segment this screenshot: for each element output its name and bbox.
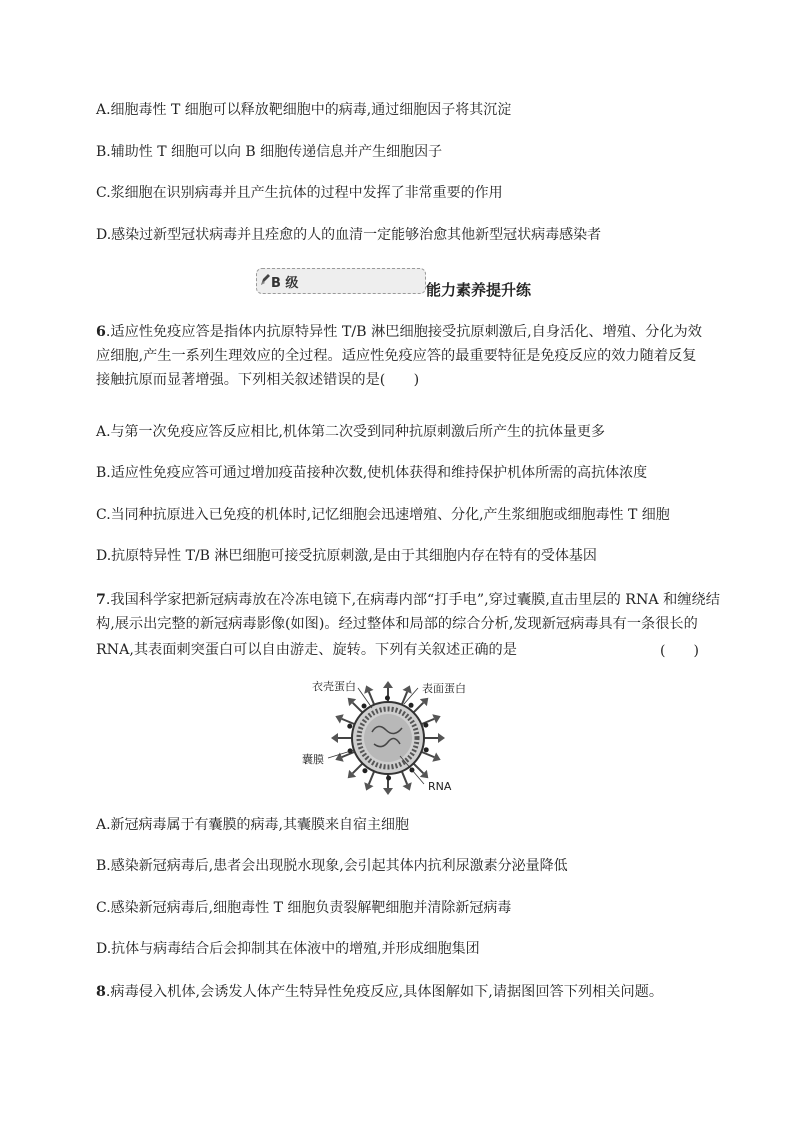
- question-7-line-3: RNA,其表面刺突蛋白可以自由游走、旋转。下列有关叙述正确的是: [96, 642, 517, 658]
- spike-head: [383, 681, 393, 688]
- question-7-option-d: D.抗体与病毒结合后会抑制其在体液中的增殖,并形成细胞集团: [96, 941, 480, 957]
- question-6-option-c: C.当同种抗原进入已免疫的机体时,记忆细胞会迅速增殖、分化,产生浆细胞或细胞毒性 T 细胞: [96, 507, 670, 523]
- question-8-line-1: [96, 982, 663, 1002]
- question-8-text-1: .病毒侵入机体,会诱发人体产生特异性免疫反应,具体图解如下,请据图回答下列相关问题。: [105, 984, 664, 1000]
- spike-head: [331, 733, 338, 743]
- question-7-option-c: C.感染新冠病毒后,细胞毒性 T 细胞负责裂解靶细胞并清除新冠病毒: [96, 900, 512, 916]
- question-6-option-a: A.与第一次免疫应答反应相比,机体第二次受到同种抗原刺激后所产生的抗体量更多: [96, 424, 606, 440]
- question-6-option-d: D.抗原特异性 T/B 淋巴细胞可接受抗原刺激,是由于其细胞内存在特有的受体基因: [96, 548, 597, 564]
- answer-parentheses: ( ): [660, 643, 699, 659]
- option-c: C.浆细胞在识别病毒并且产生抗体的过程中发挥了非常重要的作用: [96, 185, 503, 201]
- question-7-number: 7: [96, 592, 106, 608]
- option-d: D.感染过新型冠状病毒并且痊愈的人的血清一定能够治愈其他新型冠状病毒感染者: [96, 227, 602, 243]
- question-7-option-a: A.新冠病毒属于有囊膜的病毒,其囊膜来自宿主细胞: [96, 817, 410, 833]
- spike-head: [438, 733, 445, 743]
- question-7-line-2: 构,展示出完整的新冠病毒影像(如图)。经过整体和局部的综合分析,发现新冠病毒具有一条很长的: [96, 616, 698, 632]
- question-7-text-1: .我国科学家把新冠病毒放在冷冻电镜下,在病毒内部“打手电”,穿过囊膜,直击里层的 RNA 和缠绕结: [105, 592, 720, 608]
- label-capsid-protein: 衣壳蛋白: [312, 680, 356, 693]
- section-level-badge: [256, 268, 426, 294]
- question-6-line-1: [96, 322, 702, 342]
- capsid-protein-dot: [362, 768, 367, 773]
- question-6-option-b: B.适应性免疫应答可通过增加疫苗接种次数,使机体获得和维持保护机体所需的高抗体浓度: [96, 465, 648, 481]
- capsid-protein-dot: [386, 775, 391, 780]
- label-rna: RNA: [428, 780, 452, 793]
- capsid-protein-dot: [347, 724, 352, 729]
- option-a: A.细胞毒性 T 细胞可以释放靶细胞中的病毒,通过细胞因子将其沉淀: [96, 102, 512, 118]
- capsid-protein-dot: [362, 703, 367, 708]
- spike-head: [383, 788, 393, 795]
- section-level-label: B 级: [271, 276, 299, 291]
- question-7-option-b: B.感染新冠病毒后,患者会出现脱水现象,会引起其体内抗利尿激素分泌量降低: [96, 858, 568, 874]
- coronavirus-figure: [300, 672, 470, 796]
- pencil-icon: [259, 273, 271, 287]
- virus-core: [364, 714, 412, 762]
- question-6-text-1: .适应性免疫应答是指体内抗原特异性 T/B 淋巴细胞接受抗原刺激后,自身活化、增殖、分化为效: [105, 324, 702, 340]
- capsid-protein-dot: [423, 723, 428, 728]
- capsid-protein-dot: [424, 747, 429, 752]
- section-title: 能力素养提升练: [426, 281, 532, 299]
- question-6-line-3: 接触抗原而显著增强。下列相关叙述错误的是( ): [96, 372, 420, 388]
- capsid-protein-dot: [409, 703, 414, 708]
- capsid-protein-dot: [385, 696, 390, 701]
- label-envelope: 囊膜: [302, 753, 324, 766]
- question-7-line-1: [96, 590, 720, 610]
- label-surface-protein: 表面蛋白: [422, 682, 466, 695]
- question-8-number: 8: [96, 984, 106, 1000]
- option-b: B.辅助性 T 细胞可以向 B 细胞传递信息并产生细胞因子: [96, 144, 443, 160]
- question-6-number: 6: [96, 324, 106, 340]
- question-6-line-2: 应细胞,产生一系列生理效应的全过程。适应性免疫应答的最重要特征是免疫反应的效力随着反复: [96, 348, 697, 364]
